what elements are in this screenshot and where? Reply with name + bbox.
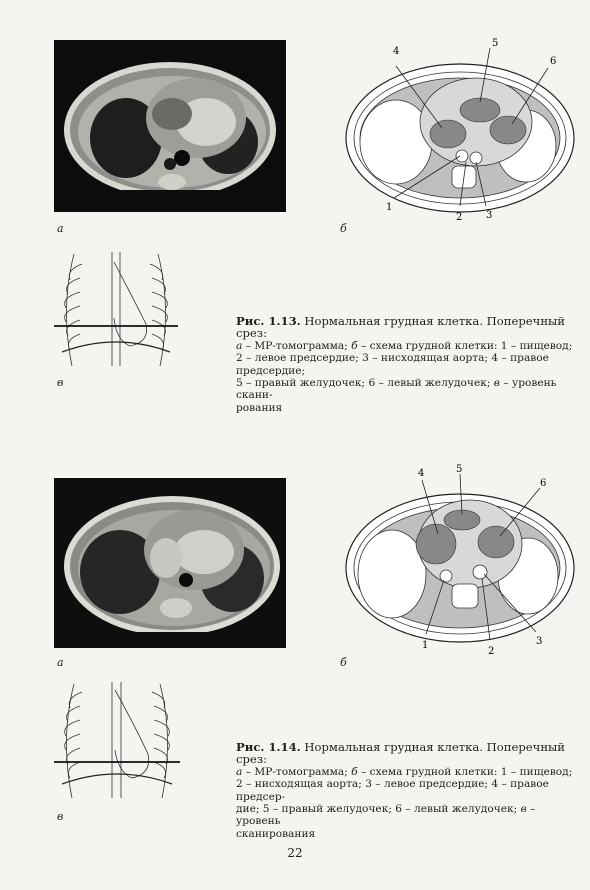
fig14-schema-label-6: 6 [540,478,547,489]
fig13-scan-level-diagram [52,248,180,372]
fig13-caption-v: в [493,377,500,390]
fig14-scan-level-diagram [52,678,182,804]
fig14-panel-b-label: б [340,656,347,669]
fig14-caption-b: б [351,765,358,778]
fig13-caption-line4: рования [236,401,283,414]
page-number: 22 [287,846,303,860]
fig13-schema-label-6: 6 [550,56,557,67]
fig14-caption-line4: сканирования [236,827,316,840]
fig14-panel-v-label: в [57,810,64,823]
fig14-caption-number: Рис. 1.14. [236,740,301,754]
fig14-schema-label-5: 5 [456,464,463,475]
fig13-schema-label-5: 5 [492,38,499,49]
fig14-caption-line3-end: – уровень [236,803,536,828]
fig13-panel-v-label: в [57,376,64,389]
fig13-panel-a-label: а [57,222,64,235]
fig14-caption-a: а [236,765,243,778]
fig13-caption-line3-end: – уровень скани- [236,377,557,402]
fig14-schema-label-1: 1 [422,640,429,651]
fig13-schema-label-2: 2 [456,212,463,223]
fig13-caption-number: Рис. 1.13. [236,314,301,328]
fig13-schema-label-4: 4 [393,46,400,57]
fig14-panel-a-label: а [57,656,64,669]
fig13-mri-image [54,40,286,212]
fig13-caption-b: б [351,339,358,352]
fig14-caption [236,741,576,840]
fig13-schema-label-1: 1 [386,202,393,213]
fig13-panel-b-label: б [340,222,347,235]
fig14-caption-a-text: – МР-томограмма; [242,765,352,778]
fig14-schema-label-2: 2 [488,646,495,657]
fig13-caption-a: а [236,339,243,352]
fig14-caption-v: в [520,803,527,816]
fig14-schema-label-4: 4 [418,468,425,479]
fig14-mri-image [54,478,286,648]
fig14-caption-title: Нормальная грудная клетка. Поперечный срез: [236,740,565,767]
fig13-caption [236,315,576,414]
fig14-chest-schema [340,464,580,660]
fig13-caption-title: Нормальная грудная клетка. Поперечный срез: [236,314,565,341]
fig13-caption-b-text: – схема грудной клетки: 1 – пищевод; [357,339,573,352]
fig14-caption-b-text: – схема грудной клетки: 1 – пищевод; [357,765,573,778]
fig14-schema-label-3: 3 [536,636,543,647]
fig13-caption-line2: 2 – левое предсердие; 3 – нисходящая аорта; 4 – правое предсердие; [236,352,549,377]
fig13-caption-a-text: – МР-томограмма; [242,339,352,352]
fig13-schema-label-3: 3 [486,210,493,221]
fig13-caption-line3: 5 – правый желудочек; 6 – левый желудочек; [236,377,494,390]
fig14-caption-line3: дие; 5 – правый желудочек; 6 – левый желудочек; [236,803,521,816]
fig13-chest-schema [340,38,580,226]
fig14-caption-line2: 2 – нисходящая аорта; 3 – левое предсердие; 4 – правое предсер- [236,778,549,803]
